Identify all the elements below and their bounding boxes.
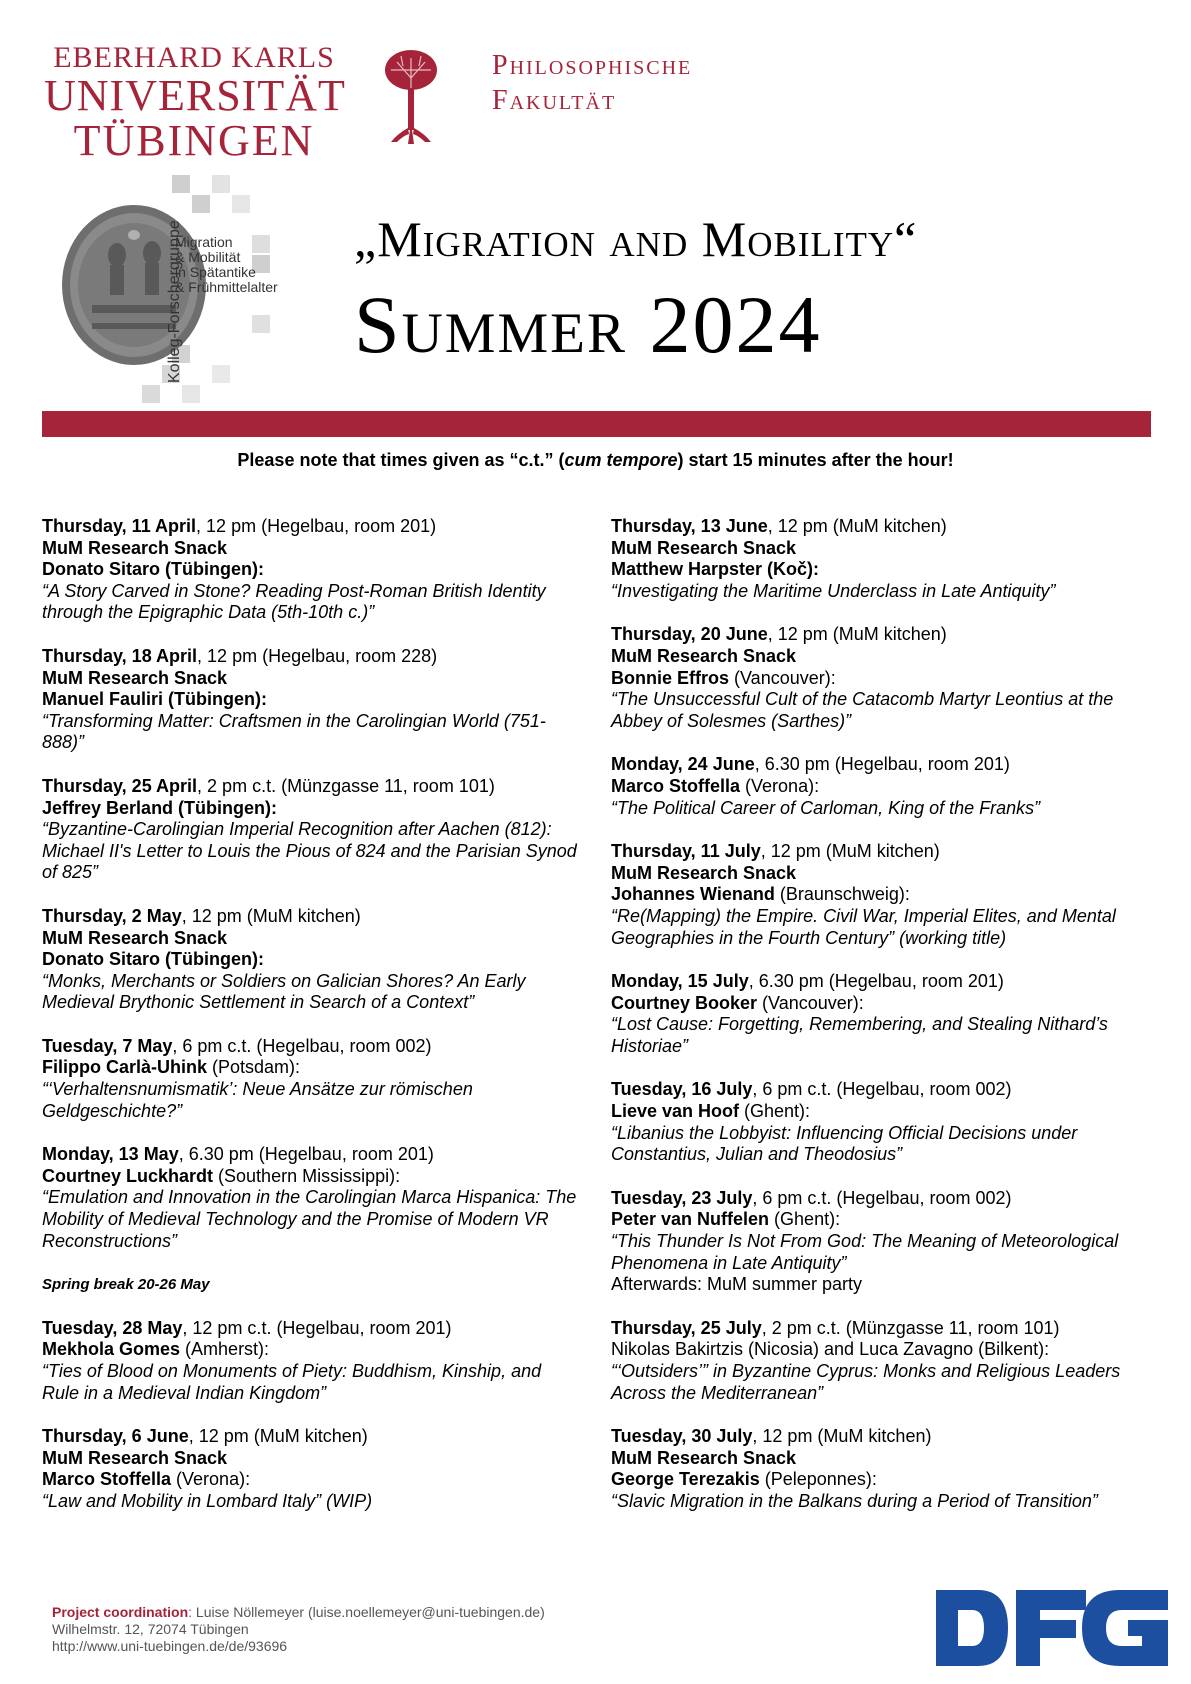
event-speaker-line [42,1057,582,1079]
event-date: Thursday, 18 April [42,645,198,666]
coin-caption-1: Migration [175,234,233,250]
event-affiliation: (Amherst): [180,1339,270,1360]
event-date: Thursday, 2 May [42,905,182,926]
event-title: “The Unsuccessful Cult of the Catacomb Martyr Leontius at the Abbey of Solesmes (Sarthes)” [611,689,1114,731]
event-title: “A Story Carved in Stone? Reading Post-Roman British Identity through the Epigraphic Data (5th-10th c.)” [42,580,546,623]
event-item [611,624,1151,732]
coin-caption-4: & Frühmittelalter [175,279,278,295]
research-group-logo [62,175,322,405]
event-speaker: Courtney Booker [611,992,758,1013]
event-speaker-line [42,949,582,971]
event-datetime [611,1426,1151,1448]
event-item [42,646,582,754]
event-date: Thursday, 11 April [42,516,197,536]
event-title: “Libanius the Lobbyist: Influencing Official Decisions under Constantius, Julian and Theodosius” [611,1122,1078,1165]
spring-break-note: Spring break 20-26 May [42,1276,210,1294]
event-title: “Lost Cause: Forgetting, Remembering, and Stealing Nithard’s Historiae” [611,1014,1108,1056]
event-item [42,516,582,624]
event-item [611,971,1151,1057]
event-item [611,516,1151,602]
event-time-location: , 12 pm (MuM kitchen) [181,905,361,926]
event-speaker: Peter van Nuffelen [611,1209,770,1230]
tree-icon [383,48,439,144]
event-affiliation: (Ghent): [769,1209,841,1230]
event-affiliation: (Vancouver): [729,667,836,688]
event-datetime [611,1318,1151,1340]
event-datetime [42,516,582,538]
time-note-pre: Please note that times given as “c.t.” ( [237,450,565,470]
event-speaker: Jeffrey Berland (Tübingen): [42,797,278,818]
event-speaker: Marco Stoffella [42,1469,172,1490]
event-date: Tuesday, 23 July [611,1187,753,1208]
event-series: MuM Research Snack [611,537,797,558]
event-speaker: Filippo Carlà-Uhink [42,1057,208,1078]
event-time-location: , 6.30 pm (Hegelbau, room 201) [748,971,1004,992]
event-title: “Slavic Migration in the Balkans during a Period of Transition” [611,1490,1098,1511]
event-item [42,1144,582,1252]
event-title: “‘Verhaltensnumismatik’: Neue Ansätze zur römischen Geldgeschichte?” [42,1079,473,1121]
event-date: Monday, 24 June [611,754,755,775]
faculty-line1: Philosophische [492,50,693,81]
event-affiliation: Nikolas Bakirtzis (Nicosia) and Luca Zavagno (Bilkent): [611,1339,1050,1360]
event-title: “This Thunder Is Not From God: The Meaning of Meteorological Phenomena in Late Antiquity” [611,1231,1119,1273]
event-series: MuM Research Snack [42,927,228,948]
event-time-location: , 6 pm c.t. (Hegelbau, room 002) [752,1187,1012,1208]
event-series: MuM Research Snack [42,537,228,558]
faculty-line2: Fakultät [492,85,617,116]
event-date: Thursday, 6 June [42,1426,189,1447]
event-speaker-line [611,668,1151,690]
event-affiliation: (Southern Mississippi): [213,1165,401,1186]
event-extra: Afterwards: MuM summer party [611,1274,863,1295]
event-item [42,906,582,1014]
event-item [42,1426,582,1512]
uni-logo-line1: EBERHARD KARLS [53,41,335,74]
event-item [611,1188,1151,1296]
event-speaker-line [611,1101,1151,1123]
event-item [42,776,582,884]
event-date: Monday, 13 May [42,1144,179,1165]
event-series: MuM Research Snack [42,1447,228,1468]
event-date: Tuesday, 28 May [42,1317,183,1338]
divider-bar [42,411,1151,437]
event-datetime [42,646,582,668]
event-speaker-line [42,798,582,820]
event-date: Thursday, 11 July [611,841,761,862]
event-datetime [42,1426,582,1448]
event-series: MuM Research Snack [611,645,797,666]
event-datetime [611,841,1151,863]
event-title: “Re(Mapping) the Empire. Civil War, Imperial Elites, and Mental Geographies in the Fourth Century” (working title) [611,905,1116,948]
poster-title: „Migration and Mobility“ [354,211,918,267]
event-speaker-line [611,559,1151,581]
event-time-location: , 6 pm c.t. (Hegelbau, room 002) [752,1079,1012,1100]
event-item [611,754,1151,819]
event-speaker: Mekhola Gomes [42,1339,181,1360]
event-affiliation: (Verona): [171,1469,251,1490]
dfg-logo [936,1590,1168,1681]
event-time-location: , 12 pm (MuM kitchen) [760,841,940,862]
schedule-right-column [611,516,1151,1535]
event-speaker-line [611,1339,1151,1361]
event-affiliation: (Braunschweig): [774,884,910,905]
coin-vertical-text: Kolleg-Forschergruppe [166,220,183,383]
university-logo [44,42,344,164]
event-datetime [611,516,1151,538]
event-date: Thursday, 20 June [611,624,768,645]
event-title: “‘Outsiders’” in Byzantine Cyprus: Monks and Religious Leaders Across the Mediterranean” [611,1361,1121,1403]
event-datetime [42,1036,582,1058]
event-date: Tuesday, 30 July [611,1426,753,1447]
event-speaker-line [611,776,1151,798]
event-title: “Investigating the Maritime Underclass in Late Antiquity” [611,580,1056,601]
event-affiliation: (Potsdam): [207,1057,301,1078]
event-time-location: , 6 pm c.t. (Hegelbau, room 002) [172,1035,432,1056]
event-date: Thursday, 25 April [42,775,198,796]
schedule-left-column [42,516,582,1535]
event-datetime [42,906,582,928]
uni-logo-line2: UNIVERSITÄT [44,71,346,120]
event-series: MuM Research Snack [611,862,797,883]
event-time-location: , 6.30 pm (Hegelbau, room 201) [754,754,1010,775]
event-speaker: Marco Stoffella [611,775,741,796]
footer [52,1604,545,1655]
event-time-location: , 12 pm (MuM kitchen) [188,1426,368,1447]
event-speaker-line [611,993,1151,1015]
coin-caption [175,235,278,295]
event-speaker: Manuel Fauliri (Tübingen): [42,689,267,710]
event-speaker-line [611,1469,1151,1491]
event-title: “Transforming Matter: Craftsmen in the Carolingian World (751-888)” [42,710,546,753]
event-item [611,1426,1151,1512]
event-datetime [611,1188,1151,1210]
event-time-location: , 12 pm c.t. (Hegelbau, room 201) [182,1317,452,1338]
faculty-logo [492,48,692,118]
uni-logo-line3: TÜBINGEN [73,116,315,165]
event-speaker: Lieve van Hoof [611,1101,740,1122]
event-title: “Ties of Blood on Monuments of Piety: Buddhism, Kinship, and Rule in a Medieval Indian Kingdom” [42,1361,542,1403]
event-series: MuM Research Snack [42,667,228,688]
event-time-location: , 12 pm (MuM kitchen) [767,624,947,645]
coin-caption-2: & Mobilität [175,249,241,265]
footer-url[interactable]: http://www.uni-tuebingen.de/de/93696 [52,1638,288,1654]
event-date: Monday, 15 July [611,971,749,992]
event-speaker-line [42,689,582,711]
event-speaker: Johannes Wienand [611,884,775,905]
event-datetime [611,971,1151,993]
event-datetime [611,754,1151,776]
event-title: “Monks, Merchants or Soldiers on Galician Shores? An Early Medieval Brythonic Settlement in Search of a Context” [42,970,526,1013]
event-speaker-line [42,1166,582,1188]
event-time-location: , 12 pm (MuM kitchen) [767,516,947,536]
event-speaker: Bonnie Effros [611,667,730,688]
event-datetime [611,624,1151,646]
event-speaker: Matthew Harpster (Koč): [611,559,820,580]
event-affiliation: (Peleponnes): [759,1469,877,1490]
event-item [611,1079,1151,1165]
event-speaker-line [42,1339,582,1361]
event-datetime [611,1079,1151,1101]
event-date: Thursday, 13 June [611,516,768,536]
event-affiliation: (Ghent): [739,1101,811,1122]
event-item [611,841,1151,949]
poster-subtitle: Summer 2024 [354,279,822,370]
event-speaker: George Terezakis [611,1469,760,1490]
event-date: Tuesday, 7 May [42,1035,173,1056]
event-affiliation: (Verona): [740,775,820,796]
time-note [0,450,1191,471]
event-time-location: , 6.30 pm (Hegelbau, room 201) [178,1144,434,1165]
event-speaker: Donato Sitaro (Tübingen): [42,949,264,970]
event-affiliation: (Vancouver): [757,992,864,1013]
event-series: MuM Research Snack [611,1447,797,1468]
event-speaker-line [42,559,582,581]
event-datetime [42,1318,582,1340]
event-item [611,1318,1151,1404]
event-title: “Emulation and Innovation in the Carolingian Marca Hispanica: The Mobility of Medieval Technology and the Promise of Modern VR Reconstructions” [42,1187,577,1251]
footer-label: Project coordination [52,1604,189,1620]
event-title: “Law and Mobility in Lombard Italy” (WIP) [42,1490,373,1511]
event-time-location: , 2 pm c.t. (Münzgasse 11, room 101) [197,775,495,796]
event-time-location: , 12 pm (Hegelbau, room 201) [196,516,437,536]
event-item [42,1318,582,1404]
event-datetime [42,1144,582,1166]
event-date: Thursday, 25 July [611,1317,762,1338]
event-datetime [42,776,582,798]
time-note-em: cum tempore [564,450,678,470]
event-time-location: , 12 pm (Hegelbau, room 228) [197,645,438,666]
event-speaker-line [611,1209,1151,1231]
event-speaker: Courtney Luckhardt [42,1165,214,1186]
footer-contact: : Luise Nöllemeyer (luise.noellemeyer@uni-tuebingen.de) [188,1604,545,1620]
event-time-location: , 2 pm c.t. (Münzgasse 11, room 101) [761,1317,1060,1338]
footer-address: Wilhelmstr. 12, 72074 Tübingen [52,1621,249,1637]
event-speaker: Donato Sitaro (Tübingen): [42,559,264,580]
event-item [42,1036,582,1122]
dfg-logo-text: DFG [1052,1680,1055,1681]
event-time-location: , 12 pm (MuM kitchen) [752,1426,932,1447]
event-date: Tuesday, 16 July [611,1079,753,1100]
event-speaker-line [611,884,1151,906]
event-title: “The Political Career of Carloman, King of the Franks” [611,797,1041,818]
event-speaker-line [42,1469,582,1491]
event-title: “Byzantine-Carolingian Imperial Recognition after Aachen (812): Michael II's Letter to Louis the Pious of 824 and the Parisian Synod of 825” [42,819,577,883]
time-note-post: ) start 15 minutes after the hour! [677,450,954,470]
coin-caption-3: in Spätantike [175,264,256,280]
